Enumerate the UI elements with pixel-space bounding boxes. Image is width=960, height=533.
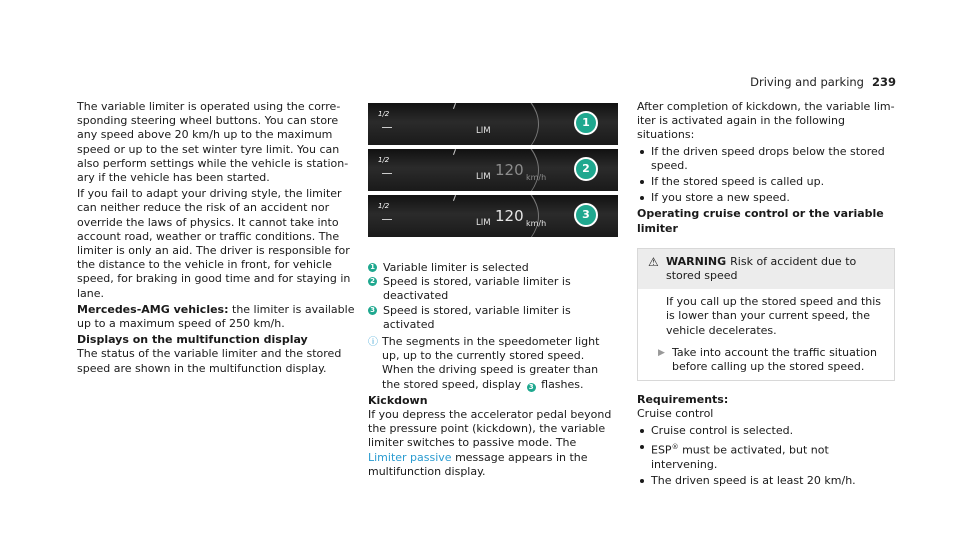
- kickdown-text-a: If you depress the accelerator pedal beyond the pressure point (kickdown), the variable limiter switches to passive mode. The: [368, 408, 612, 450]
- cruise-heading: Operating cruise control or the variable limiter: [637, 207, 884, 235]
- speedometer-panel-3: [368, 195, 618, 237]
- speedometer-tick: [382, 219, 392, 220]
- lim-label: LIM: [476, 218, 491, 228]
- speedometer-tick: [382, 127, 392, 128]
- speed-unit: km/h: [526, 173, 547, 182]
- kickdown-completion-text: After completion of kickdown, the variable limiter is activated again in the following situations:: [637, 100, 895, 142]
- legend-number-badge: 3: [368, 306, 377, 315]
- callout-1: 1: [574, 111, 598, 135]
- limiter-warning-paragraph: If you fail to adapt your driving style, the limiter can neither reduce the risk of an accident nor override the laws of physics. It cannot take into account road, weather or traffic conditions. The limiter is only an aid. The driver is responsible for the distance to the vehicle in front, for vehicle speed, for braking in good time and for staying in lane.: [77, 187, 351, 300]
- warning-title-desc: Risk of accident due to stored speed: [666, 254, 857, 283]
- action-arrow-icon: ▶: [658, 347, 665, 358]
- warning-body: [638, 289, 894, 380]
- lim-label: LIM: [476, 126, 491, 136]
- esp-registered-mark: ®: [671, 442, 679, 451]
- legend-text: Speed is stored, variable limiter is activated: [383, 303, 571, 331]
- page-header: [750, 75, 896, 89]
- info-note: [368, 335, 618, 392]
- situation-list: [637, 145, 895, 206]
- kickdown-text-b: message appears in the multifunction display.: [368, 450, 588, 478]
- legend-number-badge: 2: [368, 277, 377, 286]
- warning-box: [637, 248, 895, 381]
- speed-unit: km/h: [526, 219, 547, 228]
- warning-title: WARNING: [666, 254, 727, 268]
- info-icon: ⓘ: [368, 337, 378, 349]
- list-item: Cruise control is selected.: [637, 424, 895, 438]
- amg-paragraph: [77, 303, 357, 331]
- warning-action: [658, 345, 886, 374]
- legend-item: [368, 261, 618, 275]
- list-item: If the driven speed drops below the stored speed.: [637, 145, 895, 173]
- requirements-list: [637, 424, 895, 488]
- column-left: [77, 100, 357, 376]
- list-item: [637, 440, 895, 472]
- legend-item: [368, 304, 618, 332]
- stored-speed-value: 120: [495, 207, 524, 225]
- display-heading: Displays on the multifunction display: [77, 333, 308, 347]
- requirements-heading: Requirements:: [637, 393, 729, 407]
- note-line-2-end: flashes.: [537, 377, 584, 391]
- column-right: [637, 100, 895, 488]
- kickdown-text: [368, 408, 618, 479]
- display-text: The status of the variable limiter and the stored speed are shown in the multifunction display.: [77, 347, 342, 375]
- warning-triangle-icon: ⚠: [648, 254, 659, 269]
- legend-number-badge: 3: [527, 383, 536, 392]
- legend-text: Variable limiter is selected: [383, 261, 529, 274]
- section-title: Driving and parking: [750, 75, 864, 89]
- list-item: If the stored speed is called up.: [637, 175, 895, 189]
- speedometer-arc: [368, 103, 539, 145]
- warning-header: [638, 249, 894, 289]
- fuel-half-label: 1/2: [378, 156, 390, 164]
- speedometer-figure: [368, 103, 618, 237]
- amg-label: Mercedes-AMG vehicles:: [77, 302, 229, 316]
- esp-requirement-text: must be activated, but not intervening.: [651, 443, 829, 471]
- list-item: The driven speed is at least 20 km/h.: [637, 474, 895, 488]
- legend-item: [368, 275, 618, 303]
- page-number: 239: [871, 75, 896, 89]
- esp-label: ESP: [651, 443, 672, 457]
- limiter-passive-message: Limiter passive: [368, 450, 452, 464]
- warning-action-text: Take into account the traffic situation before calling up the stored speed.: [672, 345, 877, 374]
- legend-text: Speed is stored, variable limiter is deactivated: [383, 275, 571, 303]
- figure-legend: [368, 261, 618, 392]
- legend-number-badge: 1: [368, 263, 377, 272]
- stored-speed-value: 120: [495, 161, 524, 179]
- intro-paragraph: The variable limiter is operated using the corresponding steering wheel buttons. You can store any speed above 20 km/h up to the maximum speed or up to the set winter tyre limit. You can also perform settings while the vehicle is stationary if the vehicle has been started.: [77, 100, 349, 185]
- callout-2: 2: [574, 157, 598, 181]
- kickdown-heading: Kickdown: [368, 393, 428, 407]
- column-middle: [368, 103, 618, 479]
- speedometer-panel-2: [368, 149, 618, 191]
- callout-3: 3: [574, 203, 598, 227]
- speedometer-panel-1: [368, 103, 618, 145]
- amg-text: the limiter is available up to a maximum speed of 250 km/h.: [77, 302, 355, 331]
- lim-label: LIM: [476, 172, 491, 182]
- warning-title-text: [666, 255, 886, 283]
- note-line-2: [382, 363, 618, 391]
- note-line-2-text: When the driving speed is greater than the stored speed, display: [382, 363, 599, 391]
- info-note-text: [382, 335, 618, 392]
- speedometer-tick: [382, 173, 392, 174]
- fuel-half-label: 1/2: [378, 202, 390, 210]
- list-item: If you store a new speed.: [637, 191, 895, 205]
- note-line-1: The segments in the speedometer light up, up to the currently stored speed.: [382, 335, 600, 363]
- requirements-subtitle: Cruise control: [637, 407, 714, 421]
- warning-body-text: If you call up the stored speed and this is lower than your current speed, the vehicle decelerates.: [666, 295, 882, 337]
- fuel-half-label: 1/2: [378, 110, 390, 118]
